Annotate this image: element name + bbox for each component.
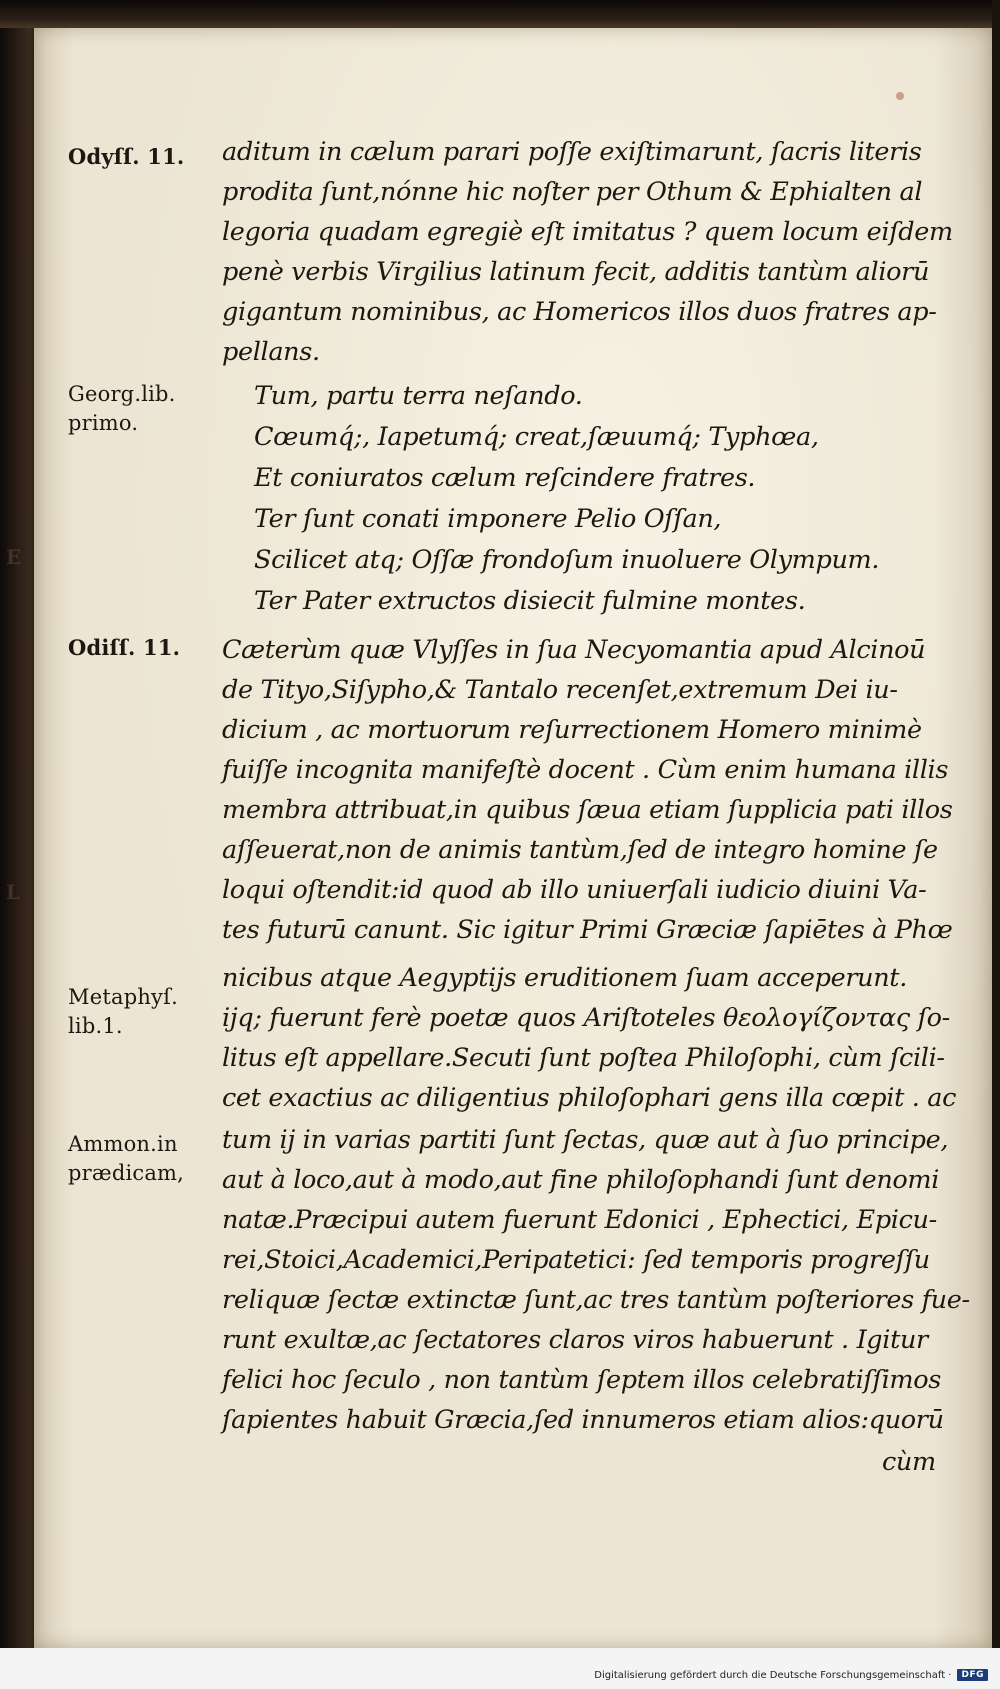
verse-line: Scilicet atq; Oſſæ frondoſum inuoluere Olympum. xyxy=(254,545,880,575)
text-line: rei,Stoici,Academici,Peripatetici: ſed temporis progreſſu xyxy=(222,1245,930,1275)
funding-credit xyxy=(594,1669,988,1681)
text-line: prodita ſunt,nónne hic noſter per Othum & Ephialten al xyxy=(222,177,923,207)
text-line: aditum in cælum parari poſſe exiſtimarunt, ſacris literis xyxy=(222,137,922,167)
text-line: pellans. xyxy=(222,337,320,367)
text-line: ſapientes habuit Græcia,ſed innumeros etiam alios:quorū xyxy=(222,1405,944,1435)
facing-page-fragment: L xyxy=(6,880,21,904)
dfg-logo-icon: DFG xyxy=(957,1669,988,1681)
text-line: runt exultæ,ac ſectatores claros viros habuerunt . Igitur xyxy=(222,1325,928,1355)
text-line: cet exactius ac diligentius philoſophari gens illa cœpit . ac xyxy=(222,1083,957,1113)
text-line: reliquæ ſectæ extinctæ ſunt,ac tres tantùm poſteriores fue- xyxy=(222,1285,970,1315)
verse-line: Ter Pater extructos disiecit fulmine montes. xyxy=(254,586,806,616)
footer-text: Digitalisierung gefördert durch die Deutsche Forschungsgemeinschaft · xyxy=(594,1669,952,1681)
text-line: legoria quadam egregiè eſt imitatus ? quem locum eiſdem xyxy=(222,217,953,247)
margin-note-ammonius: Ammon.in prædicam, xyxy=(68,1132,185,1185)
text-line: ijq; fuerunt ferè poetæ quos Ariſtoteles θεολογίζοντας ſo- xyxy=(222,1003,950,1033)
text-line: gigantum nominibus, ac Homericos illos duos fratres ap- xyxy=(222,297,937,327)
verse-line: Tum, partu terra neſando. xyxy=(254,381,583,411)
text-line: nicibus atque Aegyptijs eruditionem ſuam acceperunt. xyxy=(222,963,907,993)
margin-note-georgics: Georg.lib. primo. xyxy=(68,382,176,435)
verse-line: Ter ſunt conati imponere Pelio Oſſan, xyxy=(254,504,722,534)
footer-bar xyxy=(0,1648,1000,1689)
text-line: dicium , ac mortuorum reſurrectionem Homero minimè xyxy=(222,715,922,745)
text-line: aut à loco,aut à modo,aut fine philoſophandi ſunt denomi xyxy=(222,1165,940,1195)
text-line: membra attribuat,in quibus ſæua etiam ſupplicia pati illos xyxy=(222,795,953,825)
scan-right-edge xyxy=(992,0,1000,1689)
text-line: tum ij in varias partiti ſunt ſectas, quæ aut à ſuo principe, xyxy=(222,1125,949,1155)
text-line: loqui oſtendit:id quod ab illo uniuerſali iudicio diuini Va- xyxy=(222,875,927,905)
text-line: felici hoc ſeculo , non tantùm ſeptem illos celebratiſſimos xyxy=(222,1365,941,1395)
text-line: fuiſſe incognita manifeſtè docent . Cùm enim humana illis xyxy=(222,755,949,785)
text-line: penè verbis Virgilius latinum fecit, additis tantùm aliorū xyxy=(222,257,930,287)
verse-line: Et coniuratos cælum reſcindere fratres. xyxy=(254,463,756,493)
margin-note-metaphysics: Metaphyſ. lib.1. xyxy=(68,985,178,1038)
margin-note-odyssey-1: Odyſſ. 11. xyxy=(68,144,185,169)
text-line: tes futurū canunt. Sic igitur Primi Græciæ ſapiētes à Phœ xyxy=(222,915,953,945)
facing-page-fragment: E xyxy=(6,545,22,569)
text-line: Cæterùm quæ Vlyſſes in ſua Necyomantia apud Alcinoū xyxy=(222,635,926,665)
text-line: natæ.Præcipui autem fuerunt Edonici , Ephectici, Epicu- xyxy=(222,1205,937,1235)
text-line: litus eſt appellare.Secuti ſunt poſtea Philoſophi, cùm ſcili- xyxy=(222,1043,945,1073)
margin-note-odyssey-2: Odiſſ. 11. xyxy=(68,635,181,660)
scan-top-edge xyxy=(0,0,1000,28)
verse-line: Cœumq́;, Iapetumq́; creat,ſæuumq́; Typhœa, xyxy=(254,422,819,452)
text-line: aſſeuerat,non de animis tantùm,ſed de integro homine ſe xyxy=(222,835,938,865)
paper-stain xyxy=(896,92,904,100)
catchword: cùm xyxy=(882,1447,936,1477)
text-line: de Tityo,Siſypho,& Tantalo recenſet,extremum Dei iu- xyxy=(222,675,898,705)
